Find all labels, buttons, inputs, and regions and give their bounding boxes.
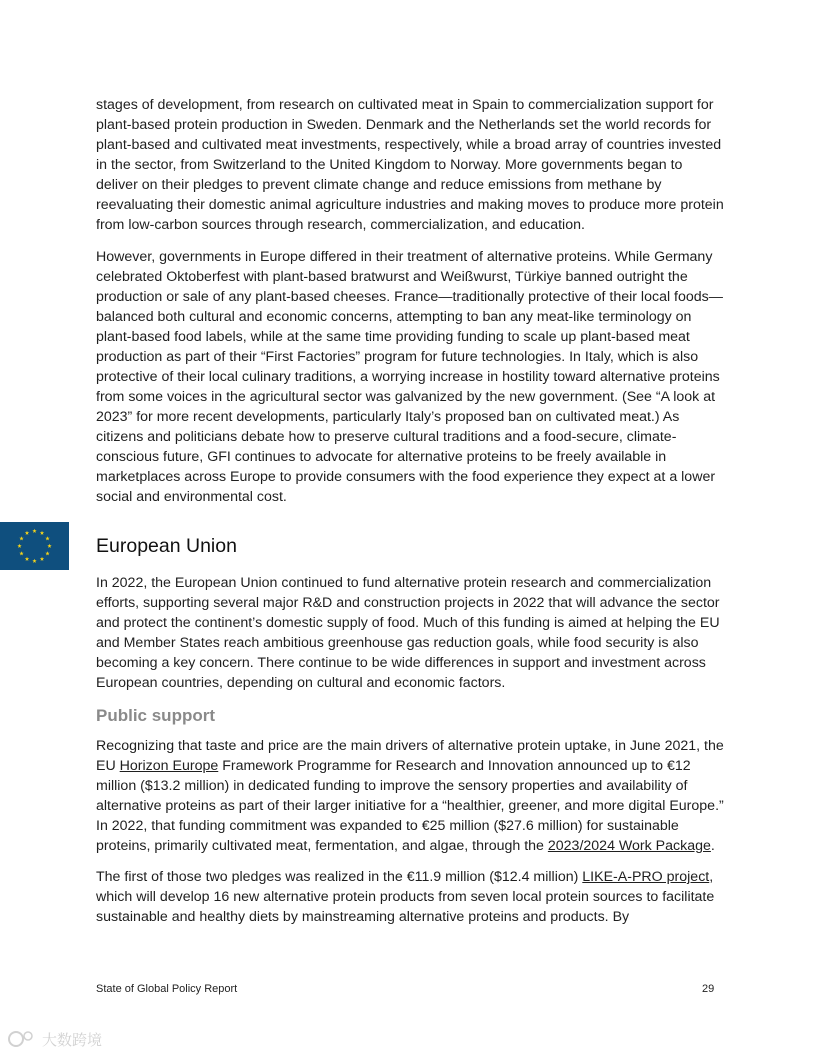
text-span: The first of those two pledges was realized in the €11.9 million ($12.4 million) [96, 869, 583, 885]
text-span: Framework Programme for Research and Innovation announced up to €12 million ($13.2 million) in dedicated funding to improve the sensory properties and availability of alternative proteins as part of their larger initiative for a “healthier, greener, and more digital Europe.” In 2022, that funding commitment was expanded to €25 million ($27.6 million) for sustainable proteins, primarily cultivated meat, fermentation, and algae, through the [96, 758, 724, 854]
text-span: Recognizing that taste and price are the main drivers of alternative protein uptake, in June 2021, the EU [96, 738, 724, 774]
eu-flag-icon [0, 522, 69, 570]
watermark-text: 大数跨境 [42, 1031, 103, 1049]
public-support-paragraph-1 [96, 736, 728, 856]
section-heading-european-union: European Union [96, 535, 237, 557]
like-a-pro-link[interactable]: LIKE-A-PRO project [582, 869, 710, 885]
intro-paragraph-2: However, governments in Europe differed in their treatment of alternative proteins. While Germany celebrated Oktoberfest with plant-based bratwurst and Weißwurst, Türkiye banned outright the production or sale of any plant-based cheeses. France—traditionally protective of their local foods—balanced both cultural and economic concerns, attempting to ban any meat-like terminology on plant-based food labels, while at the same time providing funding to scale up plant-based meat production as part of their “First Factories” program for future technologies. In Italy, which is also protective of their local culinary traditions, a worrying increase in hostility toward alternative proteins from some voices in the agricultural sector was galvanized by the new government. (See “A look at 2023” for more recent developments, particularly Italy’s proposed ban on cultivated meat.) As citizens and politicians debate how to preserve cultural traditions and a food-secure, climate-conscious future, GFI continues to advocate for alternative proteins to be freely available in marketplaces across Europe to provide consumers with the food experience they expect at a lower social and environmental cost. [96, 249, 723, 505]
horizon-europe-link[interactable]: Horizon Europe [119, 758, 219, 774]
watermark-logo-icon [6, 1028, 110, 1050]
footer-page-number: 29 [702, 983, 715, 995]
text-span: , which will develop 16 new alternative protein products from seven local protein sources to facilitate sustainable and healthy diets by mainstreaming alternative proteins and products. By [96, 869, 715, 925]
eu-paragraph-1: In 2022, the European Union continued to fund alternative protein research and commercialization efforts, supporting several major R&D and construction projects in 2022 that will advance the sector and protect the continent’s domestic supply of food. Much of this funding is aimed at helping the EU and Member States reach ambitious greenhouse gas reduction goals, while food security is also becoming a key concern. There continue to be wide differences in support and investment across European countries, depending on cultural and economic factors. [96, 575, 720, 691]
text-span: . [710, 838, 715, 854]
subheading-public-support: Public support [96, 706, 215, 725]
footer-report-title: State of Global Policy Report [96, 983, 238, 995]
work-package-link[interactable]: 2023/2024 Work Package [547, 838, 711, 854]
page-content [96, 95, 728, 938]
public-support-paragraph-2 [96, 867, 728, 927]
intro-paragraph-1: stages of development, from research on cultivated meat in Spain to commercialization support for plant-based protein production in Sweden. Denmark and the Netherlands set the world records for plant-based and cultivated meat investments, respectively, while a broad array of countries invested in the sector, from Switzerland to the United Kingdom to Norway. More governments began to deliver on their pledges to prevent climate change and reduce emissions from methane by reevaluating their domestic animal agriculture industries and making moves to produce more protein from low-carbon sources through research, commercialization, and education. [96, 97, 724, 233]
